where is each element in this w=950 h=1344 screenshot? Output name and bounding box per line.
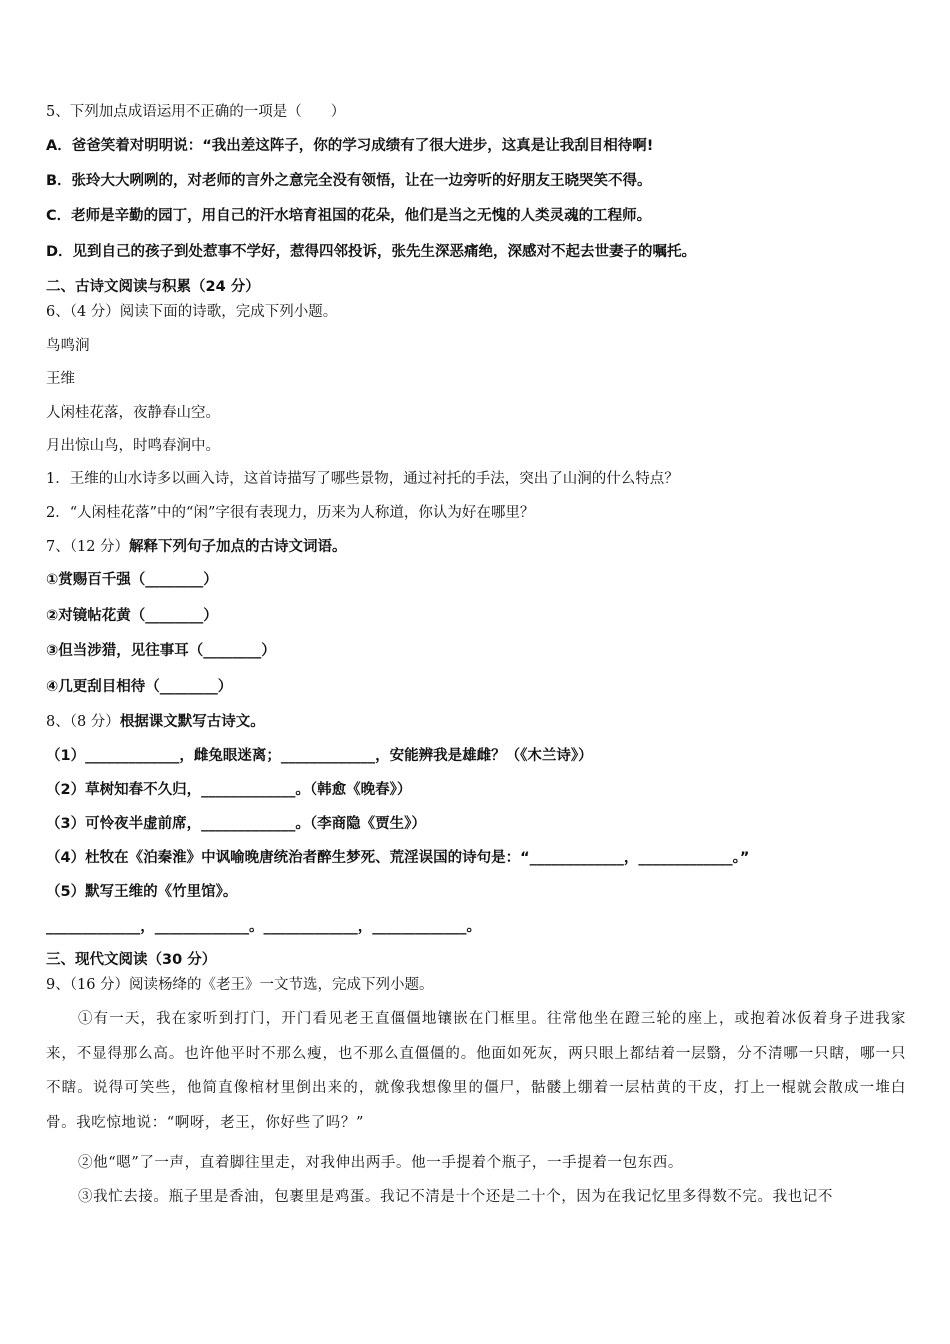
q7-item-1: ①赏赐百千强（________） — [46, 572, 218, 588]
q5-option-d: D．见到自己的孩子到处惹事不学好，惹得四邻投诉，张先生深恶痛绝，深感对不起去世妻子的嘱托。 — [46, 244, 697, 260]
q7-stem-text: 解释下列句子加点的古诗文词语。 — [129, 539, 347, 555]
q8-stem-prefix: 8、（8 分） — [46, 714, 120, 730]
q7-item-2: ②对镜帖花黄（________） — [46, 608, 218, 624]
q8-item-3: （3）可怜夜半虚前席，_____________。（李商隐《贾生》） — [46, 816, 426, 832]
q8-item-4: （4）杜牧在《泊秦淮》中讽喻晚唐统治者醉生梦死、荒淫误国的诗句是：“_____________，_____________。” — [46, 850, 750, 866]
poem-author: 王维 — [46, 371, 75, 387]
q8-item-2: （2）草树知春不久归，_____________。（韩愈《晚春》） — [46, 782, 412, 798]
poem-title: 鸟鸣涧 — [46, 338, 90, 354]
passage-paragraph-3: ③我忙去接。瓶子里是香油，包裹里是鸡蛋。我记不清是十个还是二十个，因为在我记忆里多得数不完。我也记不 — [78, 1189, 833, 1205]
q5-option-c: C．老师是辛勤的园丁，用自己的汗水培育祖国的花朵，他们是当之无愧的人类灵魂的工程师。 — [46, 208, 652, 224]
poem-line-1: 人闲桂花落，夜静春山空。 — [46, 405, 220, 421]
q5-option-a: A．爸爸笑着对明明说：“我出差这阵子，你的学习成绩有了很大进步，这真是让我刮目相待啊! — [46, 138, 654, 154]
q7-stem-prefix: 7、（12 分） — [46, 539, 130, 555]
q6-subquestion-2: 2．“人闲桂花落”中的“闲”字很有表现力，历来为人称道，你认为好在哪里？ — [46, 505, 535, 521]
q8-stem-text: 根据课文默写古诗文。 — [119, 714, 265, 730]
q5-stem: 5、下列加点成语运用不正确的一项是（ ） — [46, 104, 346, 120]
q7-stem — [46, 537, 347, 557]
section-heading-modern: 三、现代文阅读（30 分） — [46, 952, 217, 968]
q8-answer-blanks: _____________，_____________。_____________，_____________。 — [46, 919, 481, 935]
passage-paragraph-2: ②他“嗯”了一声，直着脚往里走，对我伸出两手。他一手提着个瓶子，一手提着一包东西。 — [78, 1155, 683, 1171]
q7-item-3: ③但当涉猎，见往事耳（________） — [46, 643, 276, 659]
section-heading-classical: 二、古诗文阅读与积累（24 分） — [46, 279, 260, 295]
q7-item-4: ④几更刮目相待（________） — [46, 679, 233, 695]
q8-stem — [46, 712, 265, 732]
q6-subquestion-1: 1．王维的山水诗多以画入诗，这首诗描写了哪些景物，通过衬托的手法，突出了山涧的什么特点？ — [46, 471, 679, 487]
q8-item-5: （5）默写王维的《竹里馆》。 — [46, 884, 238, 900]
q6-stem: 6、（4 分）阅读下面的诗歌，完成下列小题。 — [46, 304, 338, 320]
q5-option-b: B．张玲大大咧咧的，对老师的言外之意完全没有领悟，让在一边旁听的好朋友王晓哭笑不得。 — [46, 173, 652, 189]
passage-paragraph-1: ①有一天，我在家听到打门，开门看见老王直僵僵地镶嵌在门框里。往常他坐在蹬三轮的座上，或抱着冰仮着身子进我家来，不显得那么高。也许他平时不那么瘦，也不那么直僵僵的。他面如死灰，两只眼上都结着一层翳，分不清哪一只瞎，哪一只不瞎。说得可笑些，他简直像棺材里倒出来的，就像我想像里的僵尸，骷髅上绷着一层枯黄的干皮，打上一棍就会散成一堆白骨。我吃惊地说：“啊呀，老王，你好些了吗？” — [46, 1011, 906, 1131]
poem-line-2: 月出惊山鸟，时鸣春涧中。 — [46, 438, 220, 454]
q8-item-1: （1）_____________，雌兔眼迷离；_____________，安能辨我是雄雌？（《木兰诗》） — [46, 748, 593, 764]
q9-stem: 9、（16 分）阅读杨绛的《老王》一文节选，完成下列小题。 — [46, 977, 434, 993]
